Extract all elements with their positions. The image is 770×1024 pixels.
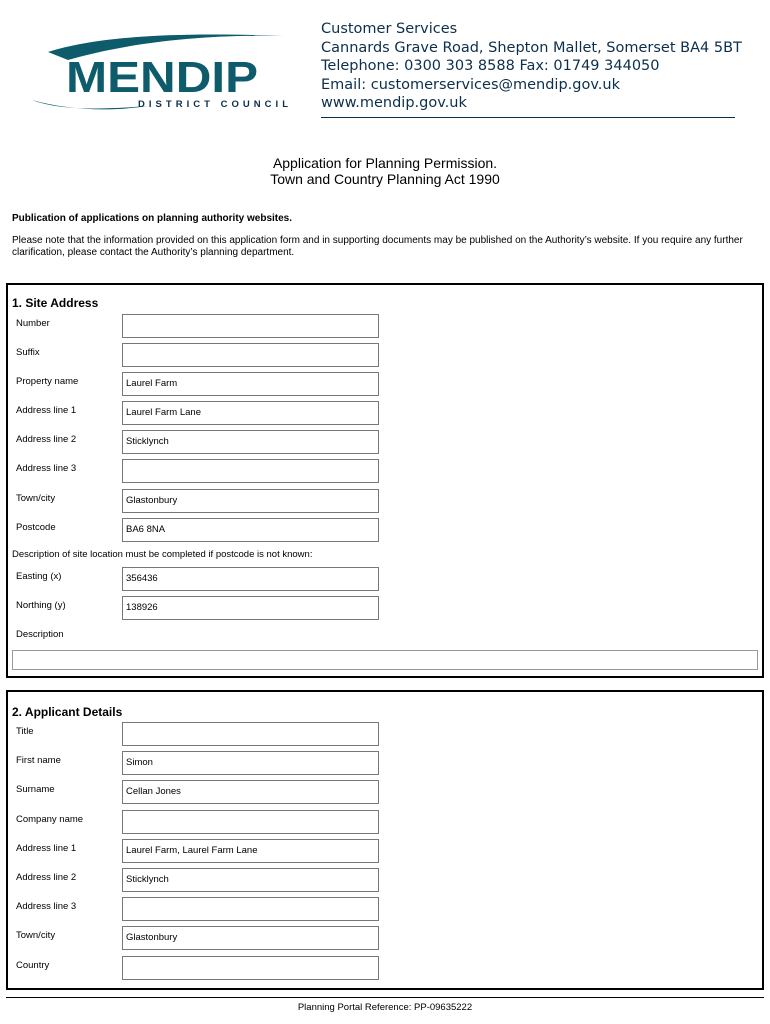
document-title-line2: Town and Country Planning Act 1990 (270, 171, 500, 187)
contact-block (321, 20, 742, 113)
number-label: Number (16, 318, 50, 329)
country-label: Country (16, 960, 50, 971)
contact-divider (321, 117, 735, 118)
applicant-address-line2-label: Address line 2 (16, 872, 77, 883)
document-title-line1: Application for Planning Permission. (272, 155, 498, 171)
easting-field[interactable]: 356436 (122, 567, 379, 591)
contact-address: Cannards Grave Road, Shepton Mallet, Somerset BA4 5BT (321, 39, 742, 56)
suffix-label: Suffix (16, 347, 40, 358)
description-label: Description (16, 629, 64, 640)
portal-reference: Planning Portal Reference: PP-09635222 (297, 1002, 473, 1013)
contact-telephone: Telephone: 0300 303 8588 Fax: 01749 344050 (321, 58, 660, 74)
suffix-field[interactable] (122, 343, 379, 367)
document-title (0, 155, 770, 187)
applicant-title: 2. Applicant Details (12, 705, 123, 719)
site-address-title: 1. Site Address (12, 296, 99, 310)
footer-divider (6, 997, 764, 998)
applicant-address-line1-field[interactable]: Laurel Farm, Laurel Farm Lane (122, 839, 379, 863)
country-field[interactable] (122, 956, 379, 980)
publication-note: Please note that the information provided on this application form and in supporting documents may be published on the Authority’s website. If you require any further clarification, please contact the Authority’s planning department. (12, 235, 743, 258)
company-name-field[interactable] (122, 810, 379, 834)
publication-heading: Publication of applications on planning authority websites. (12, 213, 293, 224)
easting-label: Easting (x) (16, 571, 62, 582)
contact-email[interactable]: Email: customerservices@mendip.gov.uk (321, 76, 621, 93)
property-name-field[interactable]: Laurel Farm (122, 372, 379, 396)
location-note: Description of site location must be completed if postcode is not known: (12, 549, 313, 560)
property-name-label: Property name (16, 376, 79, 387)
site-address-line3-field[interactable] (122, 459, 379, 483)
contact-website[interactable]: www.mendip.gov.uk (321, 95, 467, 111)
applicant-town-label: Town/city (16, 930, 56, 941)
surname-label: Surname (16, 784, 55, 795)
postcode-label: Postcode (16, 522, 56, 533)
first-name-field[interactable]: Simon (122, 751, 379, 775)
site-address-line1-field[interactable]: Laurel Farm Lane (122, 401, 379, 425)
mendip-logo (28, 30, 290, 114)
postcode-field[interactable]: BA6 8NA (122, 518, 379, 542)
site-address-line3-label: Address line 3 (16, 463, 77, 474)
site-address-line2-field[interactable]: Sticklynch (122, 430, 379, 454)
applicant-section (6, 690, 764, 990)
title-label: Title (16, 726, 34, 737)
company-name-label: Company name (16, 814, 84, 825)
description-field[interactable] (12, 650, 758, 670)
applicant-address-line2-field[interactable]: Sticklynch (122, 868, 379, 892)
applicant-address-line3-label: Address line 3 (16, 901, 77, 912)
site-address-line1-label: Address line 1 (16, 405, 77, 416)
logo-subtitle: DISTRICT COUNCIL (138, 99, 288, 110)
site-address-section (6, 283, 764, 678)
surname-field[interactable]: Cellan Jones (122, 780, 379, 804)
applicant-address-line3-field[interactable] (122, 897, 379, 921)
northing-label: Northing (y) (16, 600, 66, 611)
northing-field[interactable]: 138926 (122, 596, 379, 620)
logo-title: MENDIP (66, 53, 258, 102)
site-town-label: Town/city (16, 493, 56, 504)
site-address-line2-label: Address line 2 (16, 434, 77, 445)
applicant-town-field[interactable]: Glastonbury (122, 926, 379, 950)
title-field[interactable] (122, 722, 379, 746)
applicant-address-line1-label: Address line 1 (16, 843, 77, 854)
site-town-field[interactable]: Glastonbury (122, 489, 379, 513)
contact-heading: Customer Services (321, 21, 458, 37)
number-field[interactable] (122, 314, 379, 338)
first-name-label: First name (16, 755, 61, 766)
